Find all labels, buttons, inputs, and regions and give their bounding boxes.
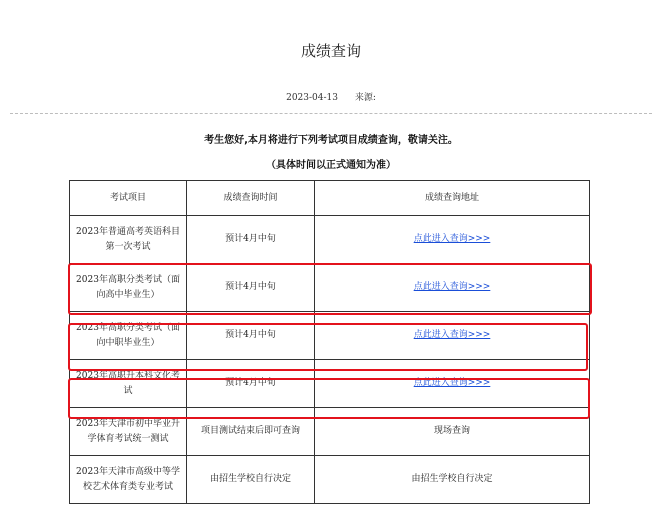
- exam-item-cell: 2023年高职升本科文化考试: [70, 360, 187, 408]
- source-label: 来源:: [354, 93, 376, 103]
- query-address-cell: 由招生学校自行决定: [315, 456, 590, 504]
- notice-text: 考生您好,本月将进行下列考试项目成绩查询，敬请关注。: [204, 135, 458, 146]
- score-query-table: [69, 180, 590, 504]
- query-address-cell: 现场查询: [315, 408, 590, 456]
- query-address-cell: [315, 216, 590, 264]
- article-meta: [0, 90, 662, 103]
- exam-item-cell: 2023年天津市初中毕业升学体育考试统一测试: [70, 408, 187, 456]
- query-link[interactable]: 点此进入查询>>>: [413, 234, 491, 244]
- exam-item-cell: 2023年高职分类考试（面向中职毕业生）: [70, 312, 187, 360]
- query-address-cell: [315, 312, 590, 360]
- table-row: [70, 216, 590, 264]
- query-time-cell: 项目测试结束后即可查询: [187, 408, 315, 456]
- table-row: [70, 264, 590, 312]
- notice-subtext: （具体时间以正式通知为准）: [266, 160, 396, 171]
- table-row: [70, 456, 590, 504]
- query-time-cell: 预计4月中旬: [187, 264, 315, 312]
- query-time-cell: 预计4月中旬: [187, 360, 315, 408]
- exam-item-cell: 2023年高职分类考试（面向高中毕业生）: [70, 264, 187, 312]
- table-row: [70, 312, 590, 360]
- exam-item-cell: 2023年天津市高级中等学校艺术体育类专业考试: [70, 456, 187, 504]
- publish-date: 2023-04-13: [286, 93, 338, 103]
- table-row: [70, 360, 590, 408]
- query-address-cell: [315, 264, 590, 312]
- query-link[interactable]: 点此进入查询>>>: [413, 330, 491, 340]
- page-title: 成绩查询: [300, 42, 361, 60]
- query-time-cell: 由招生学校自行决定: [187, 456, 315, 504]
- query-address-cell: [315, 360, 590, 408]
- header-query-address: 成绩查询地址: [315, 181, 590, 216]
- table-row: [70, 408, 590, 456]
- query-link[interactable]: 点此进入查询>>>: [413, 282, 491, 292]
- header-query-time: 成绩查询时间: [187, 181, 315, 216]
- query-time-cell: 预计4月中旬: [187, 216, 315, 264]
- query-time-cell: 预计4月中旬: [187, 312, 315, 360]
- query-link[interactable]: 点此进入查询>>>: [413, 378, 491, 388]
- exam-item-cell: 2023年普通高考英语科目第一次考试: [70, 216, 187, 264]
- table-header-row: [70, 181, 590, 216]
- header-exam-item: 考试项目: [70, 181, 187, 216]
- header-divider: [10, 113, 652, 114]
